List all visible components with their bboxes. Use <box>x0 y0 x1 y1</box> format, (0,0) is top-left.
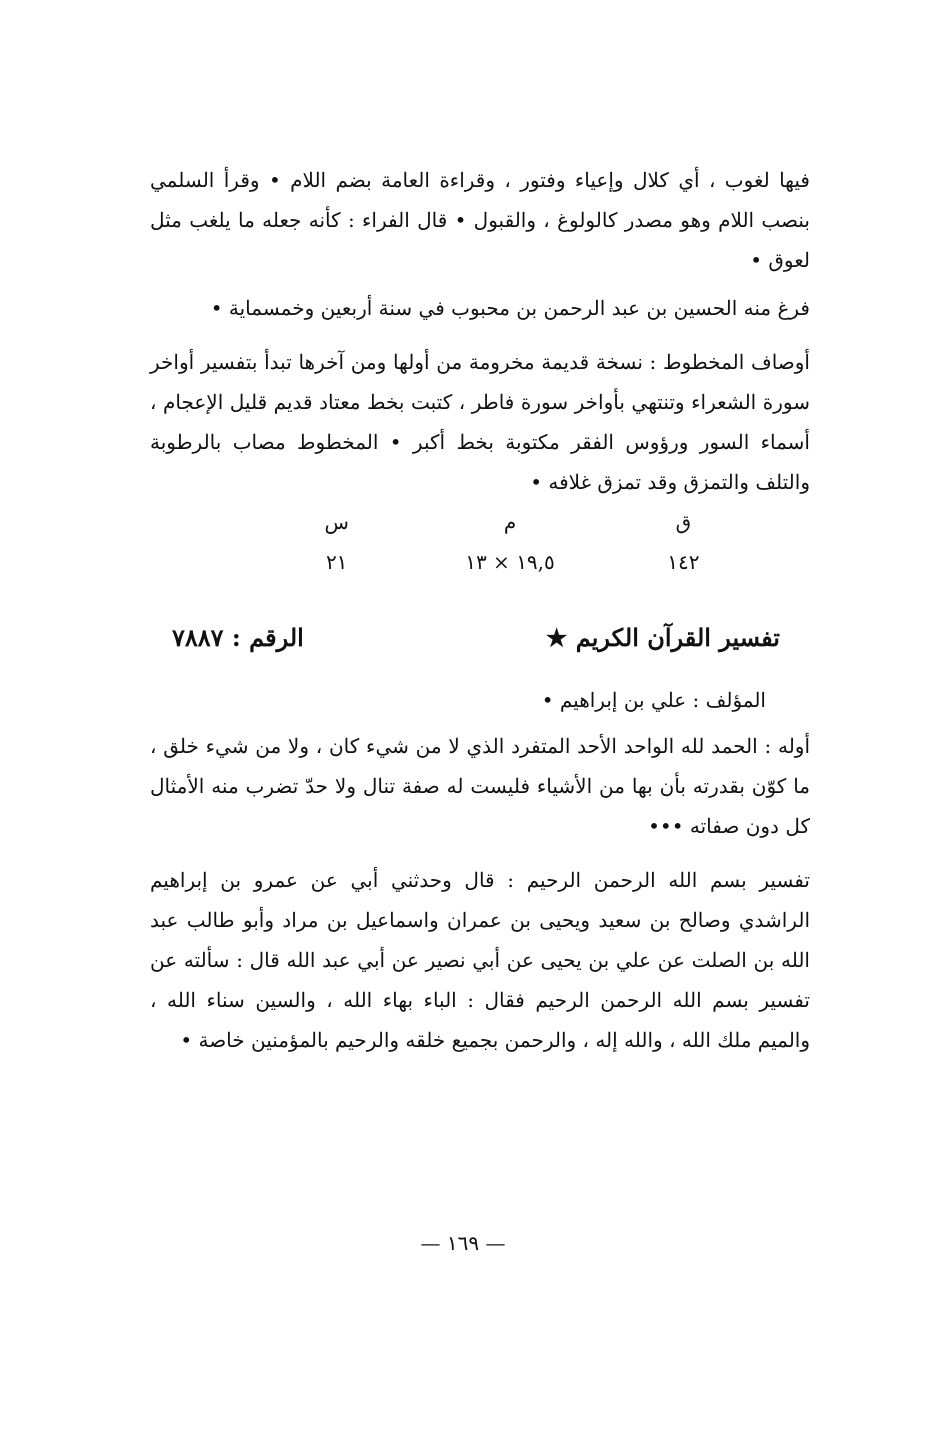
entry-author: المؤلف : علي بن إبراهيم • <box>541 688 766 712</box>
entry-body: تفسير بسم الله الرحمن الرحيم : قال وحدثني أبي عن عمرو بن إبراهيم الراشدي وصالح بن سعيد ويحيى بن عمران واسماعيل بن مراد وأبو طالب عبد الله بن الصلت عن علي بن يحيى عن أبي نصير عن أبي عبد الله قال : سألته عن تفسير بسم الله الرحمن الرحيم فقال : الباء بهاء الله ، والسين سناء الله ، والميم ملك الله ، والله إله ، والرحمن بجميع خلقه والرحيم بالمؤمنين خاصة • <box>150 868 810 1052</box>
dimension-value-lines: ٢١ <box>325 550 348 574</box>
spacer <box>150 280 810 288</box>
dimensions-table <box>250 502 770 582</box>
page-content <box>150 160 810 1060</box>
dimension-label-leaves: ق <box>675 510 692 534</box>
manuscript-description: أوصاف المخطوط : نسخة قديمة مخرومة من أولها ومن آخرها تبدأ بتفسير أواخر سورة الشعراء وتنتهي بأواخر سورة فاطر ، كتبت بخط معتاد قديم قليل الإعجام ، أسماء السور ورؤوس الفقر مكتوبة بخط أكبر • المخطوط مصاب بالرطوبة والتلف والتمزق وقد تمزق غلافه • <box>150 350 810 494</box>
spacer <box>150 846 810 860</box>
spacer <box>150 328 810 342</box>
dimension-label-lines: س <box>324 510 349 534</box>
entry-incipit: أوله : الحمد لله الواحد الأحد المتفرد الذي لا من شيء كان ، ولا من شيء خلق ، ما كوّن بقدرته بأن بها من الأشياء فليست له صفة تنال ولا حدّ تضرب منه الأمثال كل دون صفاته ••• <box>150 734 811 838</box>
colophon-paragraph: فرغ منه الحسين بن عبد الرحمن بن محبوب في سنة أربعين وخمسماية • <box>210 296 810 320</box>
previous-entry-fragment: فيها لغوب ، أي كلال وإعياء وفتور ، وقراءة العامة بضم اللام • وقرأ السلمي بنصب اللام وهو مصدر كالولوغ ، والقبول • قال الفراء : كأنه جعله ما يلغب مثل لعوق • <box>150 168 810 272</box>
dimension-value-leaves: ١٤٢ <box>667 550 700 574</box>
page-number: — ١٦٩ — <box>420 1231 506 1255</box>
entry-number: الرقم : ٧٨٨٧ <box>172 623 304 652</box>
entry-heading <box>150 618 810 658</box>
entry-title: تفسير القرآن الكريم ★ <box>545 623 780 652</box>
dimension-value-size: ١٩,٥ × ١٣ <box>465 550 555 574</box>
dimension-label-size: م <box>503 510 517 534</box>
